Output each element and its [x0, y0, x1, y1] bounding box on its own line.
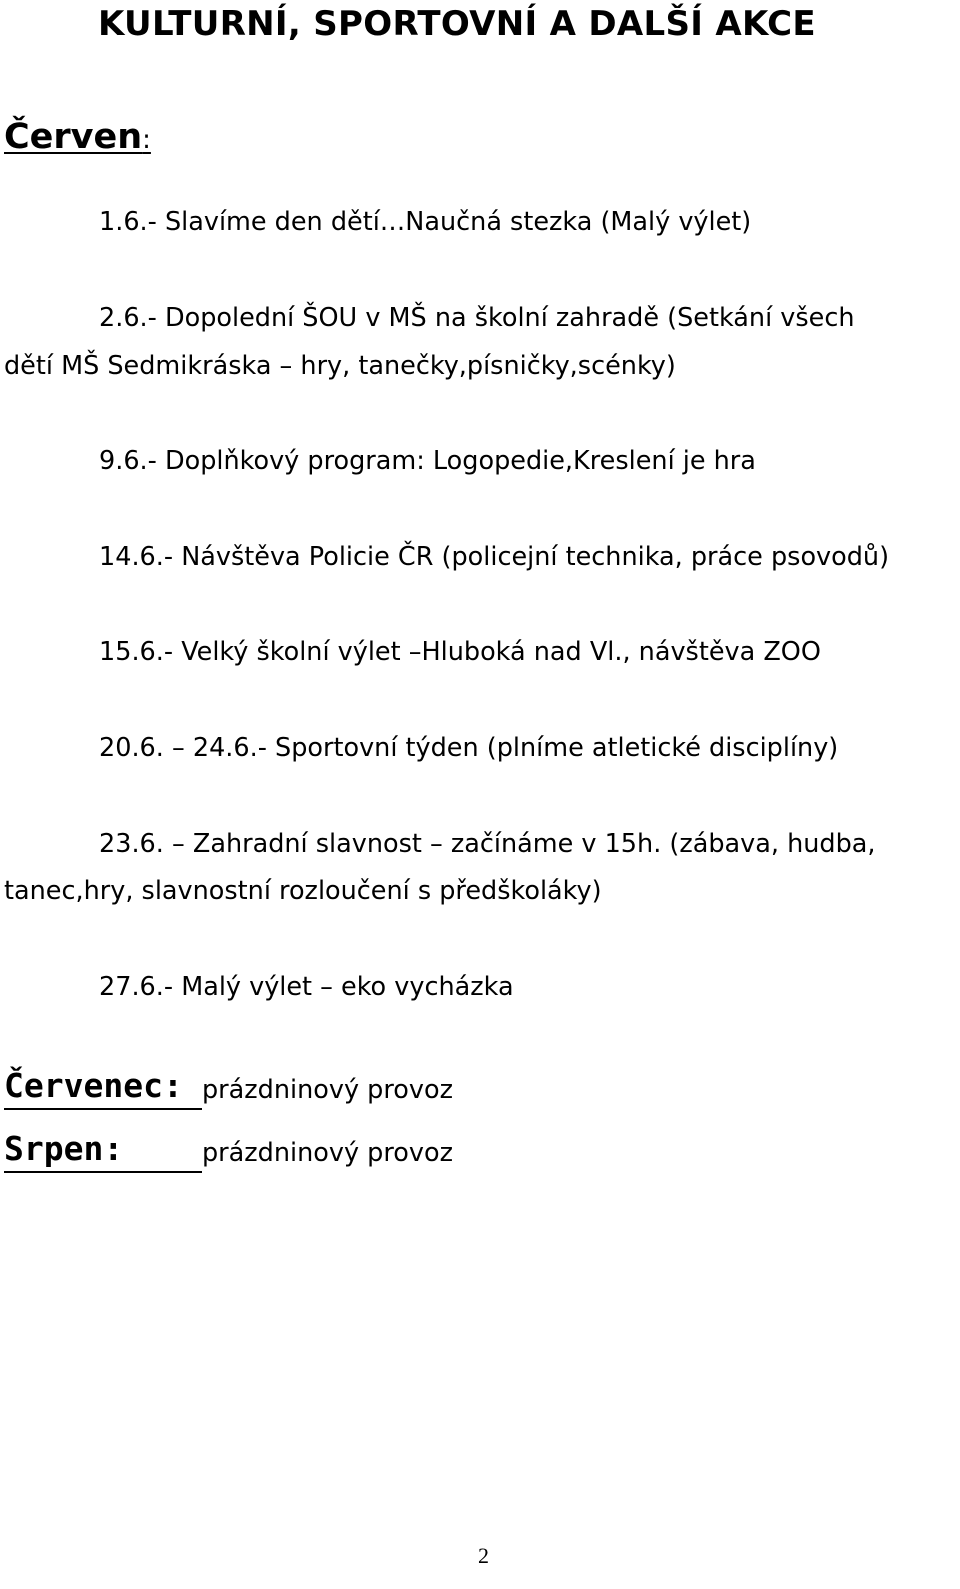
event-entry-continuation: tanec,hry, slavnostní rozloučení s předškoláky): [4, 876, 602, 906]
document-title: KULTURNÍ, SPORTOVNÍ A DALŠÍ AKCE: [98, 4, 816, 44]
event-entry: 1.6.- Slavíme den dětí…Naučná stezka (Malý výlet): [99, 207, 752, 237]
month-row-august: [4, 1127, 453, 1173]
month-heading-june: [4, 117, 151, 157]
event-entry: 27.6.- Malý výlet – eko vycházka: [99, 972, 514, 1002]
month-row-july: [4, 1064, 453, 1110]
event-entry: 9.6.- Doplňkový program: Logopedie,Kreslení je hra: [99, 446, 756, 476]
event-entry: 23.6. – Zahradní slavnost – začínáme v 15h. (zábava, hudba,: [99, 829, 876, 859]
event-entry-continuation: dětí MŠ Sedmikráska – hry, tanečky,písničky,scénky): [4, 351, 676, 381]
month-label-august: Srpen:: [4, 1127, 202, 1173]
month-heading-june-colon: :: [142, 125, 151, 155]
page-number: 2: [478, 1543, 489, 1568]
event-entry: 14.6.- Návštěva Policie ČR (policejní technika, práce psovodů): [99, 542, 890, 572]
month-value-july: prázdninový provoz: [202, 1075, 453, 1105]
month-heading-june-label: Červen: [4, 117, 143, 157]
event-entry: 2.6.- Dopolední ŠOU v MŠ na školní zahradě (Setkání všech: [99, 303, 855, 333]
event-entry: 15.6.- Velký školní výlet –Hluboká nad Vl., návštěva ZOO: [99, 637, 821, 667]
month-label-july: Červenec:: [4, 1064, 202, 1110]
month-value-august: prázdninový provoz: [202, 1138, 453, 1168]
event-entry: 20.6. – 24.6.- Sportovní týden (plníme atletické disciplíny): [99, 733, 839, 763]
